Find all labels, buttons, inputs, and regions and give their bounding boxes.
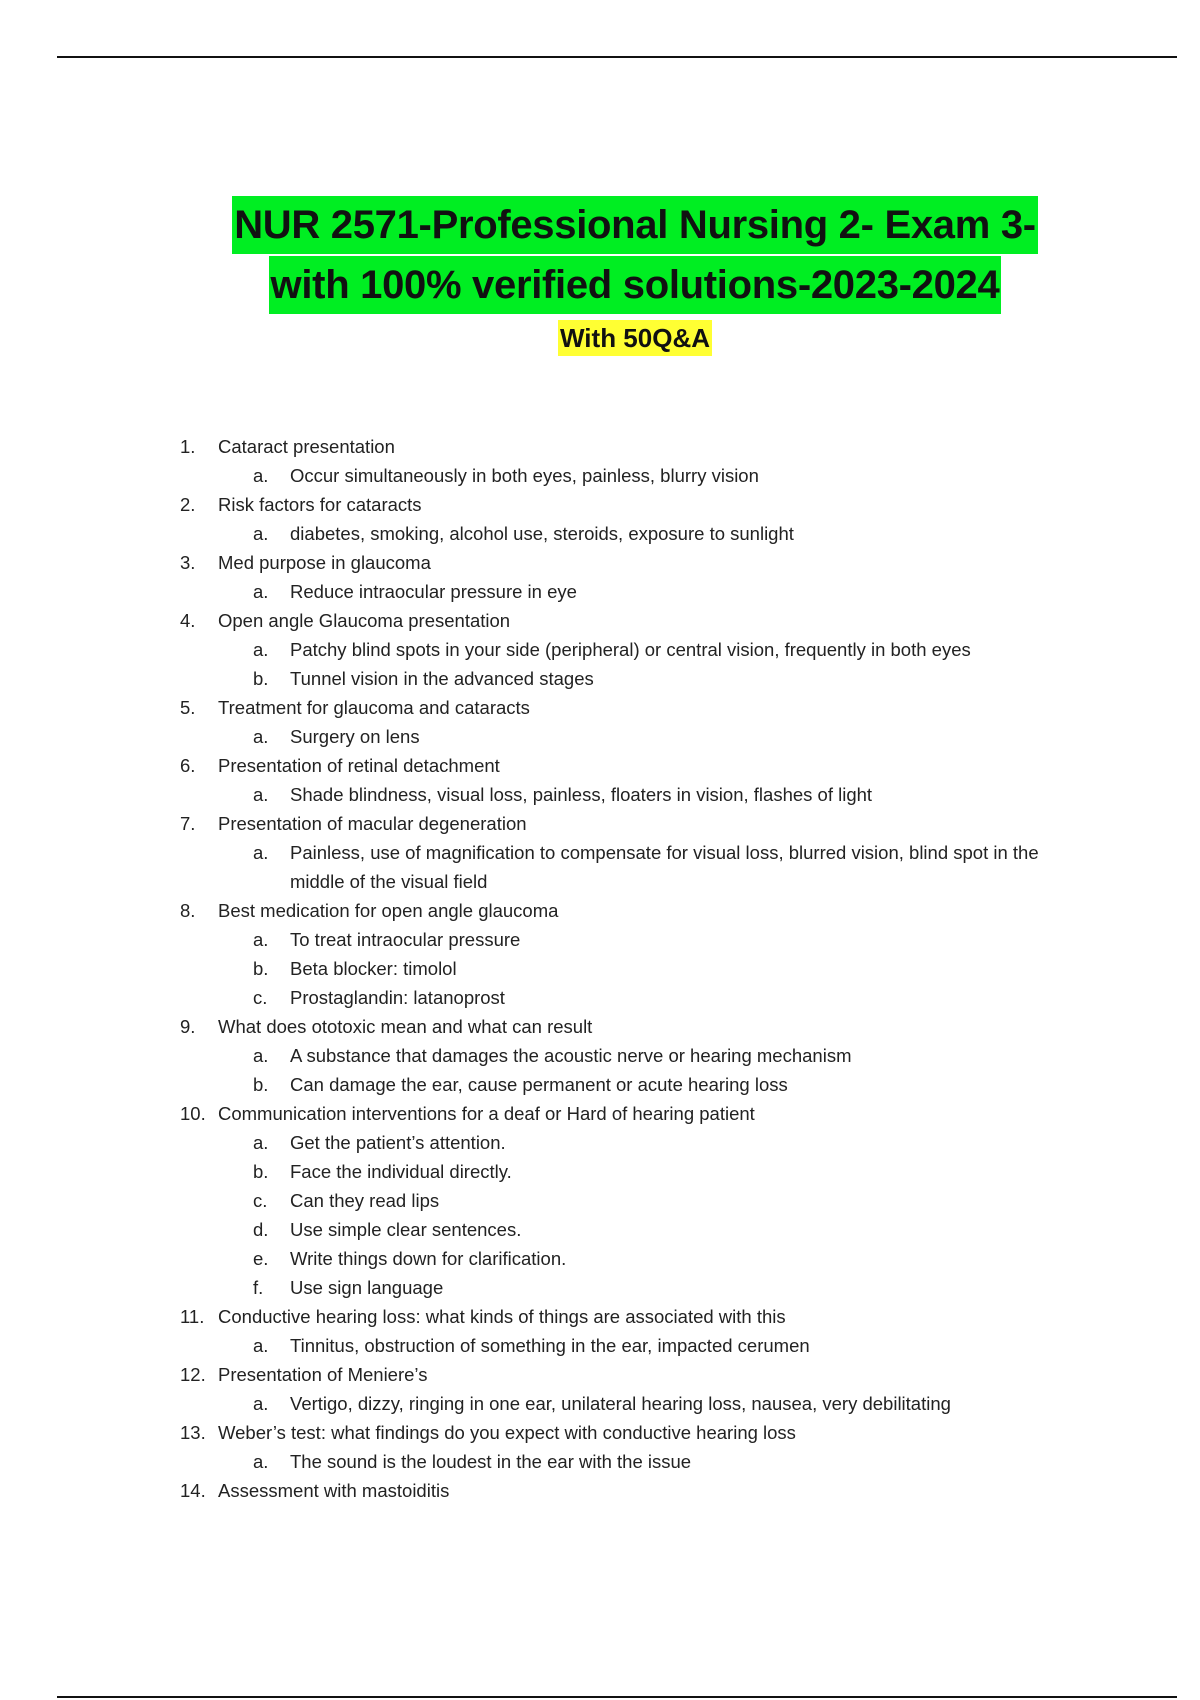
document-subtitle: With 50Q&A <box>558 320 712 356</box>
answer-text: Get the patient’s attention. <box>290 1132 506 1153</box>
answer-item <box>253 1041 1110 1070</box>
question-text: Med purpose in glaucoma <box>218 552 431 573</box>
question-item <box>180 606 1110 693</box>
answer-letter: a. <box>253 581 269 602</box>
answer-item <box>253 1157 1110 1186</box>
answer-item <box>253 838 1110 896</box>
answer-text: Prostaglandin: latanoprost <box>290 987 505 1008</box>
answer-letter: a. <box>253 465 269 486</box>
question-line <box>180 693 1110 722</box>
question-item <box>180 1418 1110 1476</box>
question-text: Presentation of macular degeneration <box>218 813 527 834</box>
question-number: 1. <box>180 436 196 457</box>
answer-item <box>253 1215 1110 1244</box>
question-item <box>180 1360 1110 1418</box>
document-title-line-1: NUR 2571-Professional Nursing 2- Exam 3- <box>232 196 1038 254</box>
question-number: 12. <box>180 1364 206 1385</box>
top-rule <box>57 56 1177 58</box>
answer-letter: a. <box>253 639 269 660</box>
answer-letter: a. <box>253 1045 269 1066</box>
question-text: Risk factors for cataracts <box>218 494 422 515</box>
question-line <box>180 896 1110 925</box>
answer-text: Beta blocker: timolol <box>290 958 457 979</box>
answer-letter: a. <box>253 523 269 544</box>
answer-item <box>253 1389 1110 1418</box>
answer-list <box>180 1389 1110 1418</box>
answer-letter: f. <box>253 1277 264 1298</box>
answer-letter: c. <box>253 987 268 1008</box>
answer-item <box>253 954 1110 983</box>
document-header <box>0 196 1200 356</box>
question-number: 13. <box>180 1422 206 1443</box>
answer-text: Can they read lips <box>290 1190 440 1211</box>
question-item <box>180 1476 1110 1505</box>
question-text: Presentation of retinal detachment <box>218 755 500 776</box>
question-number: 5. <box>180 697 196 718</box>
question-item <box>180 751 1110 809</box>
answer-item <box>253 1128 1110 1157</box>
question-text: Treatment for glaucoma and cataracts <box>218 697 530 718</box>
answer-text: Use simple clear sentences. <box>290 1219 522 1240</box>
answer-letter: b. <box>253 668 269 689</box>
answer-text: The sound is the loudest in the ear with the issue <box>290 1451 692 1472</box>
answer-letter: b. <box>253 958 269 979</box>
answer-letter: b. <box>253 1074 269 1095</box>
question-text: Weber’s test: what findings do you expect with conductive hearing loss <box>218 1422 796 1443</box>
answer-letter: b. <box>253 1161 269 1182</box>
answer-list <box>180 577 1110 606</box>
question-item <box>180 432 1110 490</box>
question-text: Best medication for open angle glaucoma <box>218 900 559 921</box>
answer-list <box>180 780 1110 809</box>
answer-item <box>253 1244 1110 1273</box>
question-line <box>180 1099 1110 1128</box>
answer-list <box>180 838 1110 896</box>
question-item <box>180 896 1110 1012</box>
answer-item <box>253 1331 1110 1360</box>
answer-letter: a. <box>253 842 269 863</box>
answer-item <box>253 664 1110 693</box>
answer-item <box>253 1186 1110 1215</box>
answer-item <box>253 1447 1110 1476</box>
answer-list <box>180 722 1110 751</box>
answer-text: Painless, use of magnification to compensate for visual loss, blurred vision, blind spot in the middle of the visual field <box>290 842 1039 892</box>
answer-letter: a. <box>253 1132 269 1153</box>
answer-text: Tinnitus, obstruction of something in the ear, impacted cerumen <box>290 1335 810 1356</box>
answer-list <box>180 519 1110 548</box>
answer-item <box>253 983 1110 1012</box>
question-number: 2. <box>180 494 196 515</box>
answer-list <box>180 635 1110 693</box>
answer-letter: a. <box>253 784 269 805</box>
answer-text: To treat intraocular pressure <box>290 929 521 950</box>
question-number: 6. <box>180 755 196 776</box>
answer-list <box>180 1128 1110 1302</box>
question-item <box>180 809 1110 896</box>
answer-item <box>253 722 1110 751</box>
question-number: 3. <box>180 552 196 573</box>
answer-text: diabetes, smoking, alcohol use, steroids, exposure to sunlight <box>290 523 794 544</box>
answer-item <box>253 519 1110 548</box>
question-number: 8. <box>180 900 196 921</box>
question-text: Open angle Glaucoma presentation <box>218 610 511 631</box>
question-number: 11. <box>180 1306 205 1327</box>
question-item <box>180 1302 1110 1360</box>
question-item <box>180 1012 1110 1099</box>
answer-item <box>253 577 1110 606</box>
question-text: Presentation of Meniere’s <box>218 1364 428 1385</box>
question-line <box>180 1012 1110 1041</box>
answer-list <box>180 1331 1110 1360</box>
question-line <box>180 1476 1110 1505</box>
answer-text: Tunnel vision in the advanced stages <box>290 668 594 689</box>
answer-text: Surgery on lens <box>290 726 420 747</box>
answer-letter: e. <box>253 1248 269 1269</box>
answer-text: Write things down for clarification. <box>290 1248 567 1269</box>
question-number: 4. <box>180 610 196 631</box>
answer-item <box>253 1070 1110 1099</box>
answer-item <box>253 635 1110 664</box>
answer-item <box>253 1273 1110 1302</box>
answer-text: Face the individual directly. <box>290 1161 512 1182</box>
answer-list <box>180 1041 1110 1099</box>
answer-text: Patchy blind spots in your side (peripheral) or central vision, frequently in both eyes <box>290 639 971 660</box>
answer-item <box>253 780 1110 809</box>
answer-text: Occur simultaneously in both eyes, painless, blurry vision <box>290 465 759 486</box>
answer-list <box>180 461 1110 490</box>
question-number: 9. <box>180 1016 196 1037</box>
question-list <box>180 432 1110 1505</box>
answer-text: Reduce intraocular pressure in eye <box>290 581 577 602</box>
question-number: 10. <box>180 1103 206 1124</box>
answer-text: Vertigo, dizzy, ringing in one ear, unilateral hearing loss, nausea, very debilitating <box>290 1393 951 1414</box>
answer-item <box>253 925 1110 954</box>
answer-text: Use sign language <box>290 1277 444 1298</box>
question-item <box>180 1099 1110 1302</box>
answer-list <box>180 925 1110 1012</box>
answer-letter: d. <box>253 1219 269 1240</box>
question-line <box>180 1418 1110 1447</box>
answer-letter: a. <box>253 726 269 747</box>
question-item <box>180 548 1110 606</box>
question-text: Cataract presentation <box>218 436 395 457</box>
question-line <box>180 490 1110 519</box>
question-text: Conductive hearing loss: what kinds of things are associated with this <box>218 1306 786 1327</box>
question-text: What does ototoxic mean and what can result <box>218 1016 593 1037</box>
question-item <box>180 490 1110 548</box>
answer-text: Shade blindness, visual loss, painless, floaters in vision, flashes of light <box>290 784 873 805</box>
answer-letter: a. <box>253 1451 269 1472</box>
question-text: Assessment with mastoiditis <box>218 1480 450 1501</box>
question-line <box>180 548 1110 577</box>
document-title-line-2: with 100% verified solutions-2023-2024 <box>269 256 1002 314</box>
question-line <box>180 1302 1110 1331</box>
question-text: Communication interventions for a deaf or Hard of hearing patient <box>218 1103 755 1124</box>
question-line <box>180 1360 1110 1389</box>
answer-list <box>180 1447 1110 1476</box>
question-line <box>180 432 1110 461</box>
question-line <box>180 809 1110 838</box>
answer-letter: a. <box>253 1393 269 1414</box>
answer-letter: a. <box>253 929 269 950</box>
question-number: 14. <box>180 1480 206 1501</box>
question-line <box>180 606 1110 635</box>
bottom-rule <box>57 1696 1177 1698</box>
answer-text: A substance that damages the acoustic nerve or hearing mechanism <box>290 1045 852 1066</box>
question-item <box>180 693 1110 751</box>
question-line <box>180 751 1110 780</box>
answer-letter: c. <box>253 1190 268 1211</box>
question-number: 7. <box>180 813 196 834</box>
answer-letter: a. <box>253 1335 269 1356</box>
answer-item <box>253 461 1110 490</box>
answer-text: Can damage the ear, cause permanent or acute hearing loss <box>290 1074 788 1095</box>
